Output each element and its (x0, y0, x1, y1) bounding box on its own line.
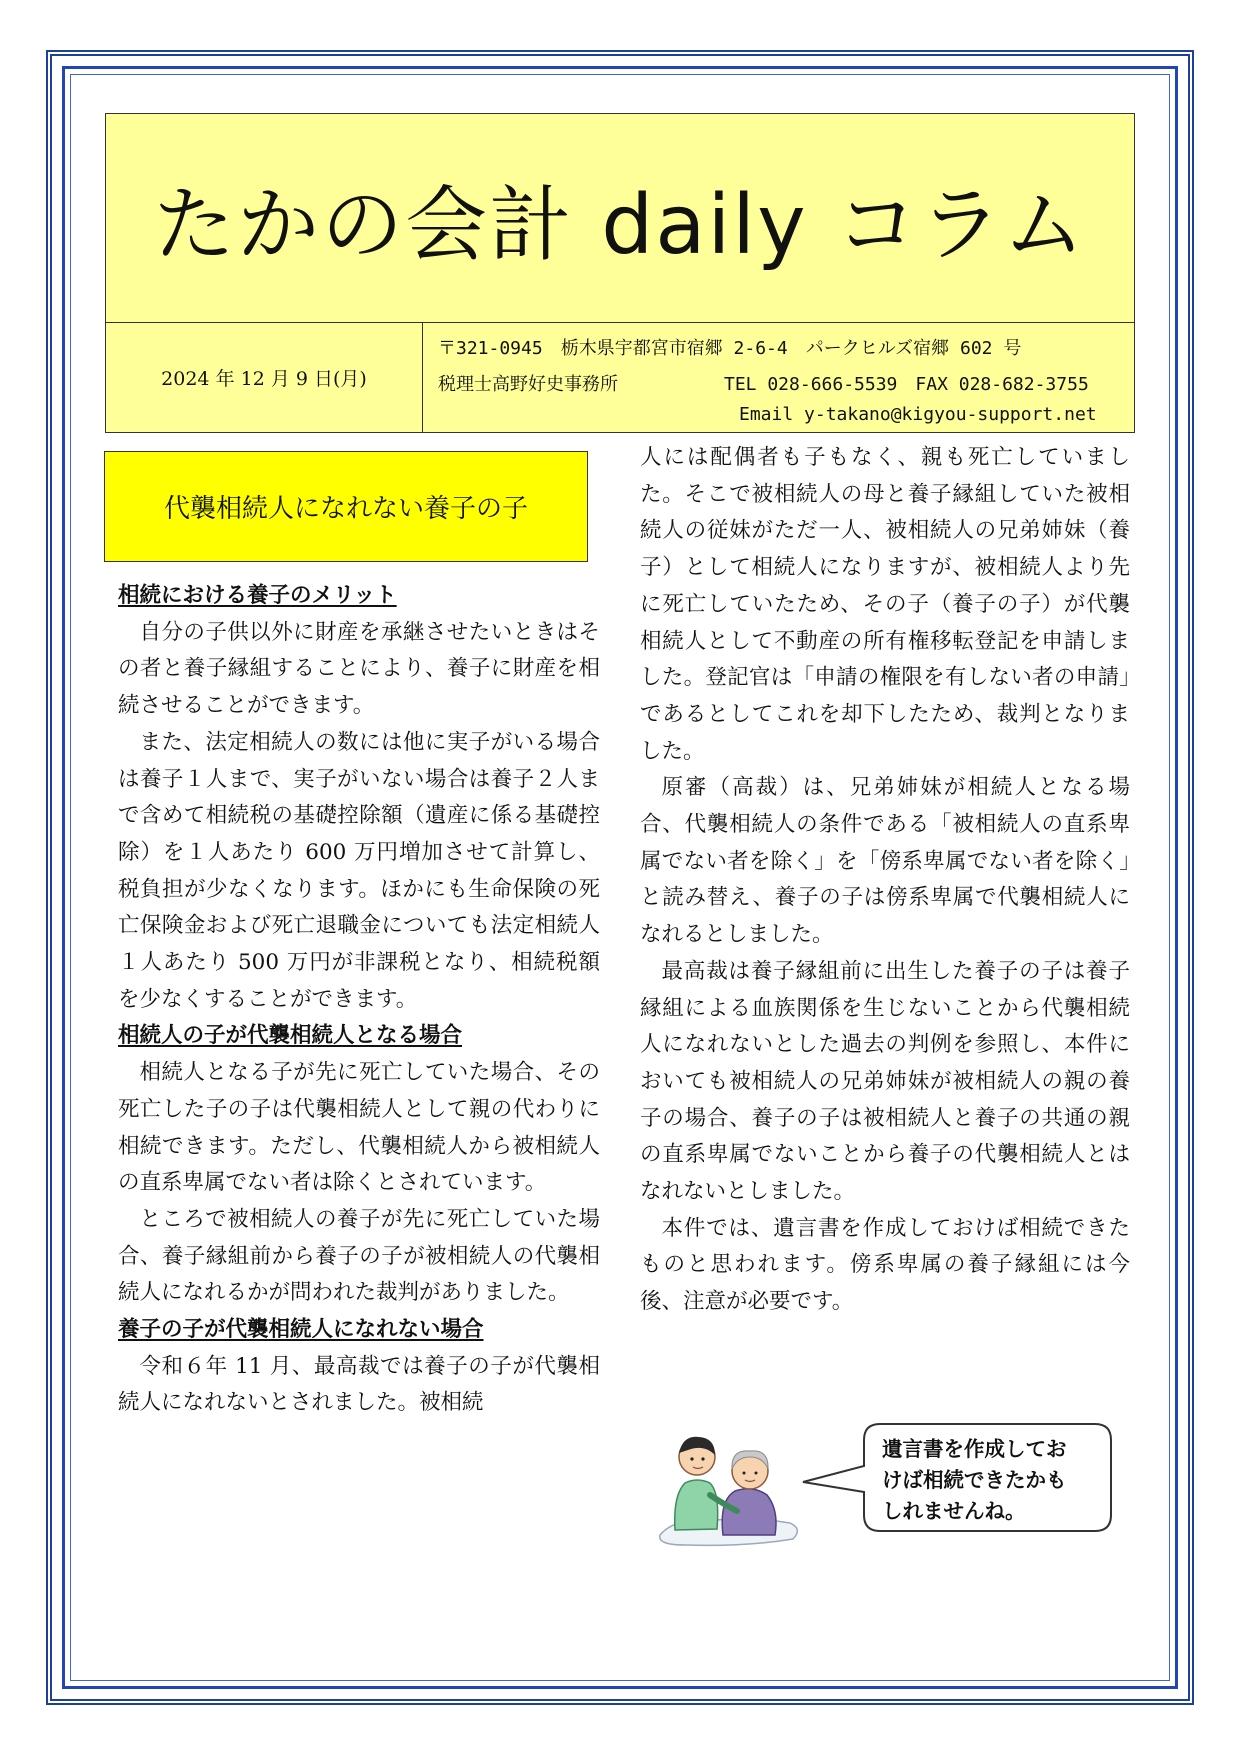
header-vertical-divider (422, 322, 423, 432)
office-name: 税理士高野好史事務所 (438, 374, 618, 395)
section-heading: 相続における養子のメリット (118, 583, 397, 608)
paragraph: 本件では、遺言書を作成しておけば相続できたものと思われます。傍系卑属の養子縁組には今後、注意が必要です。 (640, 1215, 1130, 1315)
section-heading: 相続人の子が代襲相続人となる場合 (118, 1023, 463, 1049)
paragraph: 相続人となる子が先に死亡していた場合、その死亡した子の子は代襲相続人として親の代わりに相続できます。ただし、代襲相続人から被相続人の直系卑属でない者は除くとされています。 (118, 1060, 600, 1196)
issue-date: 2024 年 12 月 9 日(月) (161, 367, 367, 390)
paragraph: 最高裁は養子縁組前に出生した養子の子は養子縁組による血族関係を生じないことから代襲相続人になれないとした過去の判例を参照し、本件においても被相続人の兄弟姉妹が被相続人の親の養子の場合、養子の子は被相続人と養子の共通の親の直系卑属でないことから養子の代襲相続人とはなれないとしました。 (640, 958, 1130, 1205)
speech-line: 遺言書を作成してお (882, 1437, 1067, 1461)
article-title: 代襲相続人になれない養子の子 (163, 494, 528, 524)
paragraph: また、法定相続人の数には他に実子がいる場合は養子１人まで、実子がいない場合は養子２人まで含めて相続税の基礎控除額（遺産に係る基礎控除）を１人あたり 600 万円増加させて計算し、税負担が少なくなります。ほかにも生命保険の死亡保険金および死亡退職金についても法定相続人１人あたり 500 万円が非課税となり、相続税額を少なくすることができます。 (118, 729, 600, 1012)
paragraph: 自分の子供以外に財産を承継させたいときはその者と養子縁組することにより、養子に財産を相続させることができます。 (118, 619, 600, 719)
paragraph: ところで被相続人の養子が先に死亡していた場合、養子縁組前から養子の子が被相続人の代襲相続人になれるかが問われた裁判がありました。 (118, 1206, 600, 1306)
paragraph: 令和６年 11 月、最高裁では養子の子が代襲相続人になれないとされました。被相続 (118, 1353, 600, 1416)
section-heading: 養子の子が代襲相続人になれない場合 (118, 1317, 484, 1343)
caregiver-illustration (655, 1425, 805, 1550)
office-address: 〒321-0945 栃木県宇都宮市宿郷 2-6-4 パークヒルズ宿郷 602 号 (438, 338, 1022, 359)
speech-line: けば相続できたかも (882, 1468, 1067, 1492)
newsletter-title: たかの会計 daily コラム (153, 177, 1087, 273)
speech-bubble-text (882, 1434, 1102, 1527)
left-column (118, 578, 600, 1422)
email-address: Email y-takano@kigyou-support.net (739, 404, 1097, 425)
contact-info (434, 322, 1124, 432)
header-box (105, 113, 1135, 433)
speech-line: しれませんね。 (882, 1499, 1026, 1523)
paragraph: 人には配偶者も子もなく、親も死亡していました。そこで被相続人の母と養子縁組していた被相続人の従妹がただ一人、被相続人の兄弟姉妹（養子）として相続人になりますが、被相続人より先に死亡していたため、その子（養子の子）が代襲相続人として不動産の所有権移転登記を申請しました。登記官は「申請の権限を有しない者の申請」であるとしてこれを却下したため、裁判となりました。 (640, 445, 1130, 764)
article-title-box (104, 451, 588, 562)
paragraph: 原審（高裁）は、兄弟姉妹が相続人となる場合、代襲相続人の条件である「被相続人の直系卑属でない者を除く」を「傍系卑属でない者を除く」と読み替え、養子の子は傍系卑属で代襲相続人になれるとしました。 (640, 775, 1130, 948)
right-column (640, 440, 1130, 1321)
tel-fax: TEL 028-666-5539 FAX 028-682-3755 (724, 374, 1089, 395)
